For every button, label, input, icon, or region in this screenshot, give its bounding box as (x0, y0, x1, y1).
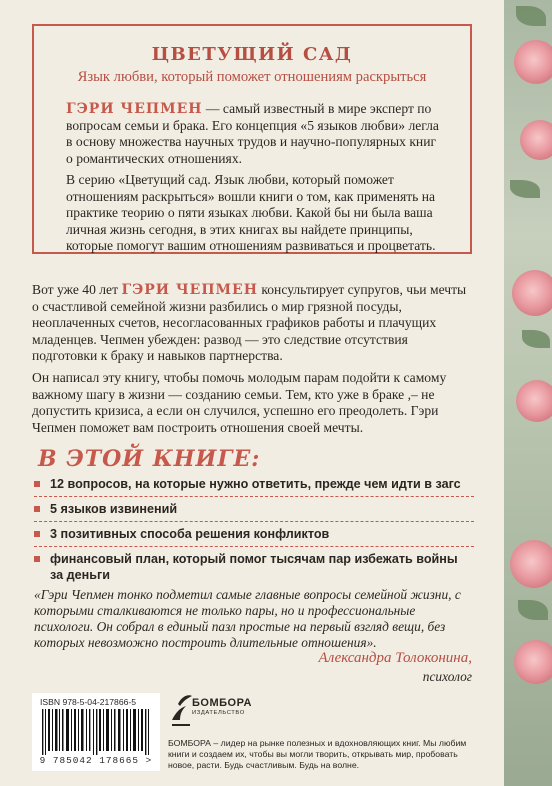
series-box (32, 24, 472, 254)
list-item: 5 языков извинений (34, 501, 474, 517)
leaf (516, 6, 546, 26)
series-title: ЦВЕТУЩИЙ САД (151, 44, 353, 65)
publisher-subtitle: ИЗДАТЕЛЬСТВО (192, 710, 245, 716)
author-bio (66, 101, 440, 167)
testimonial-author: Александра Толоконина, (318, 650, 472, 666)
list-item: 3 позитивных способа решения конфликтов (34, 526, 474, 542)
isbn-barcode-box (32, 693, 160, 771)
series-description: В серию «Цветущий сад. Язык любви, который поможет отношениям раскрыться» вошли книги о том, как применять на практике теорию о пяти языках любви. Какой бы ни была ваша личная жизнь сегодня, в этих книгах вы найдете принципы, которые помогут вашим отношениям развиваться и процветать. (66, 172, 436, 254)
series-subtitle: Язык любви, который поможет отношениям раскрыться (77, 69, 427, 85)
divider (34, 521, 474, 522)
feature-list (34, 476, 474, 583)
isbn-digits: 9 785042 178665 > (39, 755, 153, 766)
about-rest: консультирует супругов, чьи мечты о счастливой семейной жизни разбились о мир грязной посуды, неоплаченных счетов, несогласованных графиков работы и плачущих младенцев. Чепмен убежден: развод — это следствие отсутствия подготовки к браку и навыков партнерства. (32, 282, 467, 364)
about-start: Вот уже 40 лет (32, 282, 122, 297)
author-bio-text: — самый известный в мире эксперт по вопросам семьи и брака. Его концепция «5 языков любви» легла в основу множества научных трудов и научно-популярных книг о романтических отношениях. (66, 101, 439, 166)
camellia-flower (516, 380, 552, 422)
camellia-flower (512, 270, 552, 316)
purpose-paragraph: Он написал эту книгу, чтобы помочь молодым парам подойти к самому важному шагу в жизни — созданию семьи. Тем, кто уже в браке ,– не допустить кризиса, а если он случился, успешно его преодолеть. Гэри Чепмен поможет вам построить отношения своей мечты. (32, 370, 447, 435)
leaf (518, 600, 548, 620)
divider (34, 546, 474, 547)
barcode (40, 709, 152, 755)
leaf (522, 330, 550, 348)
about-paragraph (32, 282, 476, 365)
camellia-flower (514, 40, 552, 84)
author-name-inline: ГЭРИ ЧЕПМЕН (121, 282, 258, 298)
divider (34, 496, 474, 497)
camellia-flower (520, 120, 552, 160)
camellia-flower (510, 540, 552, 588)
flower-strip (504, 0, 552, 786)
testimonial-quote: «Гэри Чепмен тонко подметил самые главные вопросы семейной жизни, с которыми сталкиваются не только пары, но и профессиональные психологи. Он собрал в единый пазл простые на первый взгляд вещи, без которых невозможно построить длительные отношения». (34, 587, 461, 650)
author-name: ГЭРИ ЧЕПМЕН (66, 101, 203, 117)
publisher-blurb: БОМБОРА – лидер на рынке полезных и вдохновляющих книг. Мы любим книги и создаем их, чтобы вы могли творить, открывать мир, пробовать новое, расти. Будь счастливым. Будь на волне. (168, 738, 467, 770)
in-this-book-heading: В ЭТОЙ КНИГЕ: (38, 446, 261, 472)
testimonial-role: психолог (422, 669, 472, 684)
list-item: 12 вопросов, на которые нужно ответить, прежде чем идти в загс (34, 476, 474, 492)
isbn-label: ISBN 978-5-04-217866-5 (40, 697, 137, 707)
leaf (510, 180, 540, 198)
list-item: финансовый план, который помог тысячам пар избежать войны за деньги (34, 551, 474, 583)
publisher-name: БОМБОРА (192, 697, 252, 709)
camellia-flower (514, 640, 552, 684)
